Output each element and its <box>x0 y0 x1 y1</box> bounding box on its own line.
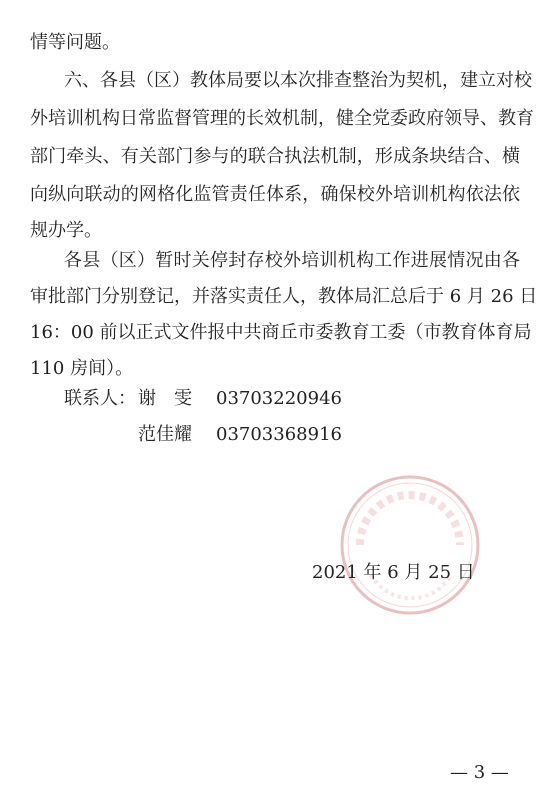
contact-phone-1: 03703220946 <box>216 388 342 409</box>
para7-line-1: 各县（区）暂时关停封存校外培训机构工作进展情况由各 <box>64 250 520 271</box>
para6-line-3: 部门牵头、有关部门参与的联合执法机制，形成条块结合、横 <box>30 146 520 167</box>
continuation-line: 情等问题。 <box>30 32 120 53</box>
contact-label: 联系人： <box>64 388 136 409</box>
para6-line-4: 向纵向联动的网格化监管责任体系，确保校外培训机构依法依 <box>30 184 520 205</box>
para6-line-5: 规办学。 <box>30 220 102 241</box>
para7-line-4: 110 房间）。 <box>30 358 134 379</box>
official-seal-stamp <box>335 470 485 620</box>
contact-name-1: 谢 雯 <box>138 388 192 409</box>
contact-name-2: 范佳耀 <box>138 424 192 445</box>
document-date: 2021 年 6 月 25 日 <box>312 562 475 583</box>
para6-line-1: 六、各县（区）教体局要以本次排查整治为契机，建立对校 <box>64 70 532 91</box>
contact-phone-2: 03703368916 <box>216 424 342 445</box>
page-number: — 3 — <box>450 762 509 783</box>
para7-line-2: 审批部门分别登记，并落实责任人，教体局汇总后于 6 月 26 日 <box>30 286 538 307</box>
para7-line-3: 16：00 前以正式文件报中共商丘市委教育工委（市教育体育局 <box>30 322 532 343</box>
para6-line-2: 外培训机构日常监督管理的长效机制，健全党委政府领导、教育 <box>30 108 534 129</box>
